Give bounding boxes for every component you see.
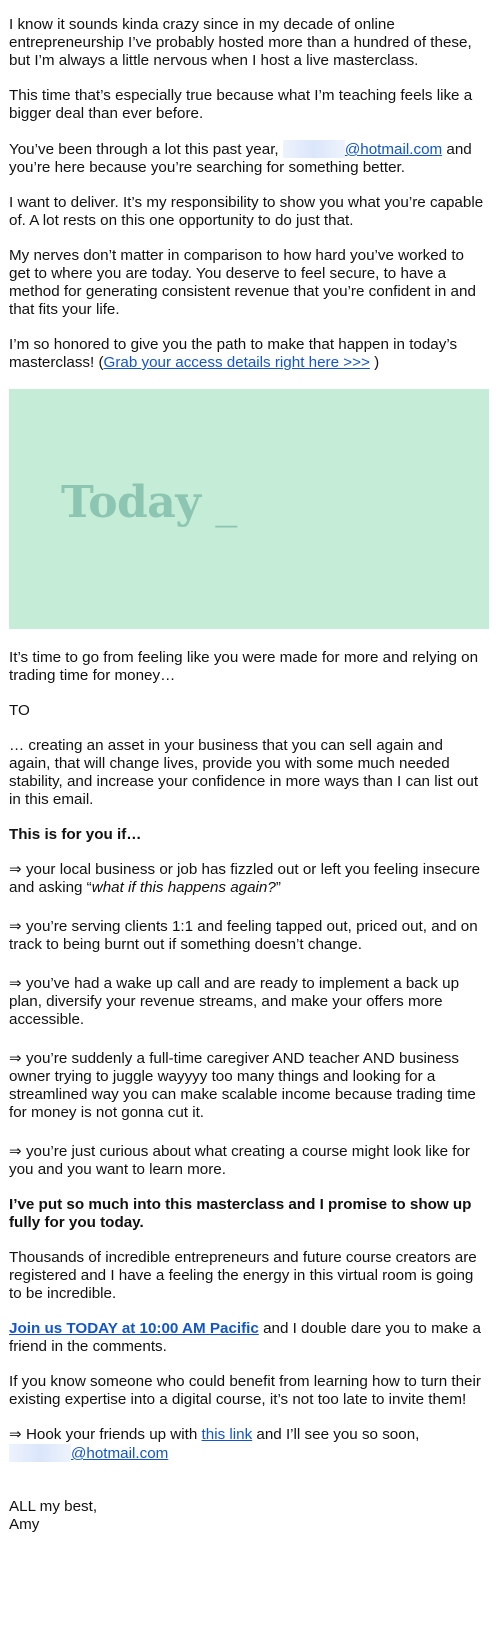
- special-paragraph: This time that’s especially true because what I’m teaching feels like a bigger deal than ever before.: [9, 87, 473, 122]
- join-today-link[interactable]: Join us TODAY at 10:00 AM Pacific: [9, 1320, 259, 1337]
- recipient-email-link-2[interactable]: @hotmail.com: [71, 1445, 169, 1462]
- email-body: [9, 16, 487, 1534]
- know-someone-paragraph: If you know someone who could benefit from learning how to turn their existing expertise into a digital course, it’s not too late to invite them!: [9, 1373, 481, 1408]
- today-banner-image: [9, 389, 489, 629]
- been-through-paragraph: [9, 140, 487, 177]
- been-through-text: You’ve been through a lot this past year,: [9, 141, 279, 158]
- join-text: and I double dare you to make a friend in the comments.: [9, 1320, 481, 1355]
- for-you-heading: This is for you if…: [9, 826, 142, 843]
- signoff-text: ALL my best,: [9, 1498, 98, 1515]
- join-paragraph: [9, 1320, 487, 1356]
- honored-paragraph: [9, 336, 487, 372]
- banner-today-text: Today: [61, 477, 201, 528]
- promise-paragraph: I’ve put so much into this masterclass and I promise to show up fully for you today.: [9, 1196, 472, 1231]
- redacted-email-username: [9, 1444, 71, 1462]
- bullet1-text: ⇒ your local business or job has fizzled out or left you feeling insecure and asking “: [9, 861, 481, 896]
- deliver-paragraph: I want to deliver. It’s my responsibility to show you what you’re capable of. A lot rests on this one opportunity to do just that.: [9, 194, 484, 229]
- redacted-email-username: [283, 140, 345, 158]
- to-label: TO: [9, 702, 30, 719]
- signature-name: Amy: [9, 1516, 40, 1533]
- nerves-paragraph: My nerves don’t matter in comparison to how hard you’ve worked to get to where you are today. You deserve to feel secure, to have a method for generating consistent revenue that you’re confident in and that fits your life.: [9, 247, 476, 318]
- bullet-caregiver: ⇒ you’re suddenly a full-time caregiver AND teacher AND business owner trying to juggle wayyyy too many things and looking for a streamlined way you can make scalable income because trading time for money is not gonna cut it.: [9, 1050, 476, 1121]
- intro-paragraph: I know it sounds kinda crazy since in my decade of online entrepreneurship I’ve probably hosted more than a hundred of these, but I’m always a little nervous when I host a live masterclass.: [9, 16, 472, 69]
- bullet-curious: ⇒ you’re just curious about what creating a course might look like for you and you want to learn more.: [9, 1143, 470, 1178]
- been-through-continuation: and you’re here because you’re searching for something better.: [9, 141, 472, 176]
- bullet-wake-up-call: ⇒ you’ve had a wake up call and are ready to implement a back up plan, diversify your revenue streams, and make your offers more accessible.: [9, 975, 460, 1028]
- banner-title: [61, 477, 237, 529]
- honored-text: I’m so honored to give you the path to make that happen in today’s masterclass! (: [9, 336, 458, 371]
- hook-text: ⇒ Hook your friends up with: [9, 1426, 202, 1443]
- bullet-local-business: [9, 861, 487, 897]
- bullet-serving-clients: ⇒ you’re serving clients 1:1 and feeling tapped out, priced out, and on track to being burnt out if something doesn’t change.: [9, 918, 478, 953]
- hook-paragraph: [9, 1426, 487, 1463]
- time-to-go-paragraph: It’s time to go from feeling like you were made for more and relying on trading time for money…: [9, 649, 479, 684]
- honored-close: ): [369, 354, 380, 371]
- bullet1-italic: what if this happens again?: [91, 879, 276, 896]
- share-link[interactable]: this link: [201, 1426, 253, 1443]
- access-details-link[interactable]: Grab your access details right here >>>: [103, 354, 370, 371]
- banner-cursor: _: [215, 477, 237, 528]
- hook-continuation: and I’ll see you so soon,: [252, 1426, 420, 1443]
- recipient-email-link[interactable]: @hotmail.com: [344, 141, 443, 158]
- creating-asset-paragraph: … creating an asset in your business that you can sell again and again, that will change lives, provide you with some much needed stability, and increase your confidence in more ways than I can list out in this email.: [9, 737, 479, 808]
- thousands-paragraph: Thousands of incredible entrepreneurs and future course creators are registered and I have a feeling the energy in this virtual room is going to be incredible.: [9, 1249, 477, 1302]
- bullet1-close: ”: [275, 879, 281, 896]
